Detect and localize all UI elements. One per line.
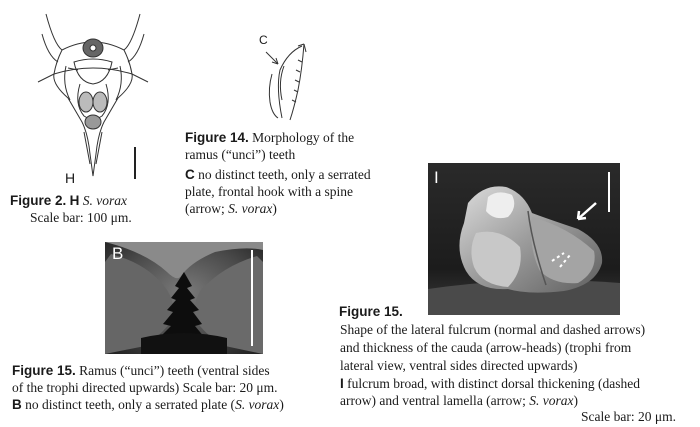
rotifer-drawing: [18, 4, 168, 192]
figure-15b-sem-image: [105, 242, 263, 354]
figure-14-title-text: Morphology of the: [248, 130, 355, 145]
figure-2-panel-ref: H: [69, 193, 80, 208]
figure-2-species: S. vorax: [82, 193, 128, 208]
figure-14-line3-pre: (arrow;: [185, 201, 229, 216]
figure-15i-i-text: fulcrum broad, with distinct dorsal thickening (dashed: [343, 376, 640, 391]
figure-2-label: Figure 2.: [10, 193, 67, 208]
figure-15b-b-post: ): [279, 397, 284, 412]
figure-14-panel-c: [185, 167, 371, 183]
figure-15i-i-letter: I: [340, 376, 344, 391]
figure-14-caption-title: [185, 130, 354, 146]
figure-15b-b-letter: B: [12, 397, 22, 412]
figure-15i-line5-pre: arrow) and ventral lamella (arrow;: [340, 393, 530, 408]
figure-15b-b-text: no distinct teeth, only a serrated plate (: [21, 397, 236, 412]
sem-fulcrum-image: [428, 163, 620, 315]
figure-15i-panel-letter: I: [434, 168, 439, 187]
figure-15i-scale-text: Scale bar: 20 μm.: [581, 409, 676, 424]
figure-14-line3-species: S. vorax: [228, 201, 273, 216]
figure-14-line2: plate, frontal hook with a spine: [185, 184, 353, 199]
figure-14-c-text: no distinct teeth, only a serrated: [194, 167, 371, 182]
figure-14-arrow-label: C: [259, 33, 268, 47]
figure-2-caption-title: [10, 193, 127, 209]
sem-ramus-image: [105, 242, 263, 354]
figure-2h-scale-bar: [134, 147, 136, 179]
figure-15i-line2: and thickness of the cauda (arrow-heads) (trophi from: [340, 340, 632, 355]
figure-15i-line5: [340, 393, 578, 409]
figure-15b-label: Figure 15.: [12, 363, 76, 378]
figure-15b-panel-b: [12, 397, 284, 413]
figure-15i-caption-title: [339, 304, 403, 320]
figure-14-line3-post: ): [272, 201, 277, 216]
figure-15i-line5-post: ): [573, 393, 579, 408]
figure-15b-title-text: Ramus (“unci”) teeth (ventral sides: [75, 363, 270, 378]
figure-15i-label: Figure 15.: [339, 304, 403, 319]
figure-15i-line3: lateral view, ventral sides directed upwards): [340, 358, 578, 373]
figure-15i-sem-image: [428, 163, 620, 315]
figure-15b-b-species: S. vorax: [235, 397, 280, 412]
figure-2h-illustration: [18, 4, 168, 192]
figure-15i-line1: Shape of the lateral fulcrum (normal and dashed arrows): [340, 322, 646, 337]
figure-15b-scale-bar: [251, 250, 253, 346]
figure-15i-line5-species: S. vorax: [529, 393, 574, 408]
figure-15b-panel-letter: B: [112, 244, 124, 263]
figure-2-scale-text: Scale bar: 100 μm.: [30, 210, 132, 225]
figure-14-line3: [185, 201, 277, 217]
figure-15i-panel-i: [340, 376, 640, 392]
figure-2h-panel-letter: H: [65, 170, 76, 186]
figure-14-c-letter: C: [185, 167, 195, 182]
figure-15b-caption-title: [12, 363, 270, 379]
figure-15i-scale-bar: [608, 172, 610, 212]
figure-14-label: Figure 14.: [185, 130, 249, 145]
figure-15b-line2: of the trophi directed upwards) Scale bar: 20 μm.: [12, 380, 278, 395]
figure-14-title-line2: ramus (“unci”) teeth: [185, 147, 296, 162]
